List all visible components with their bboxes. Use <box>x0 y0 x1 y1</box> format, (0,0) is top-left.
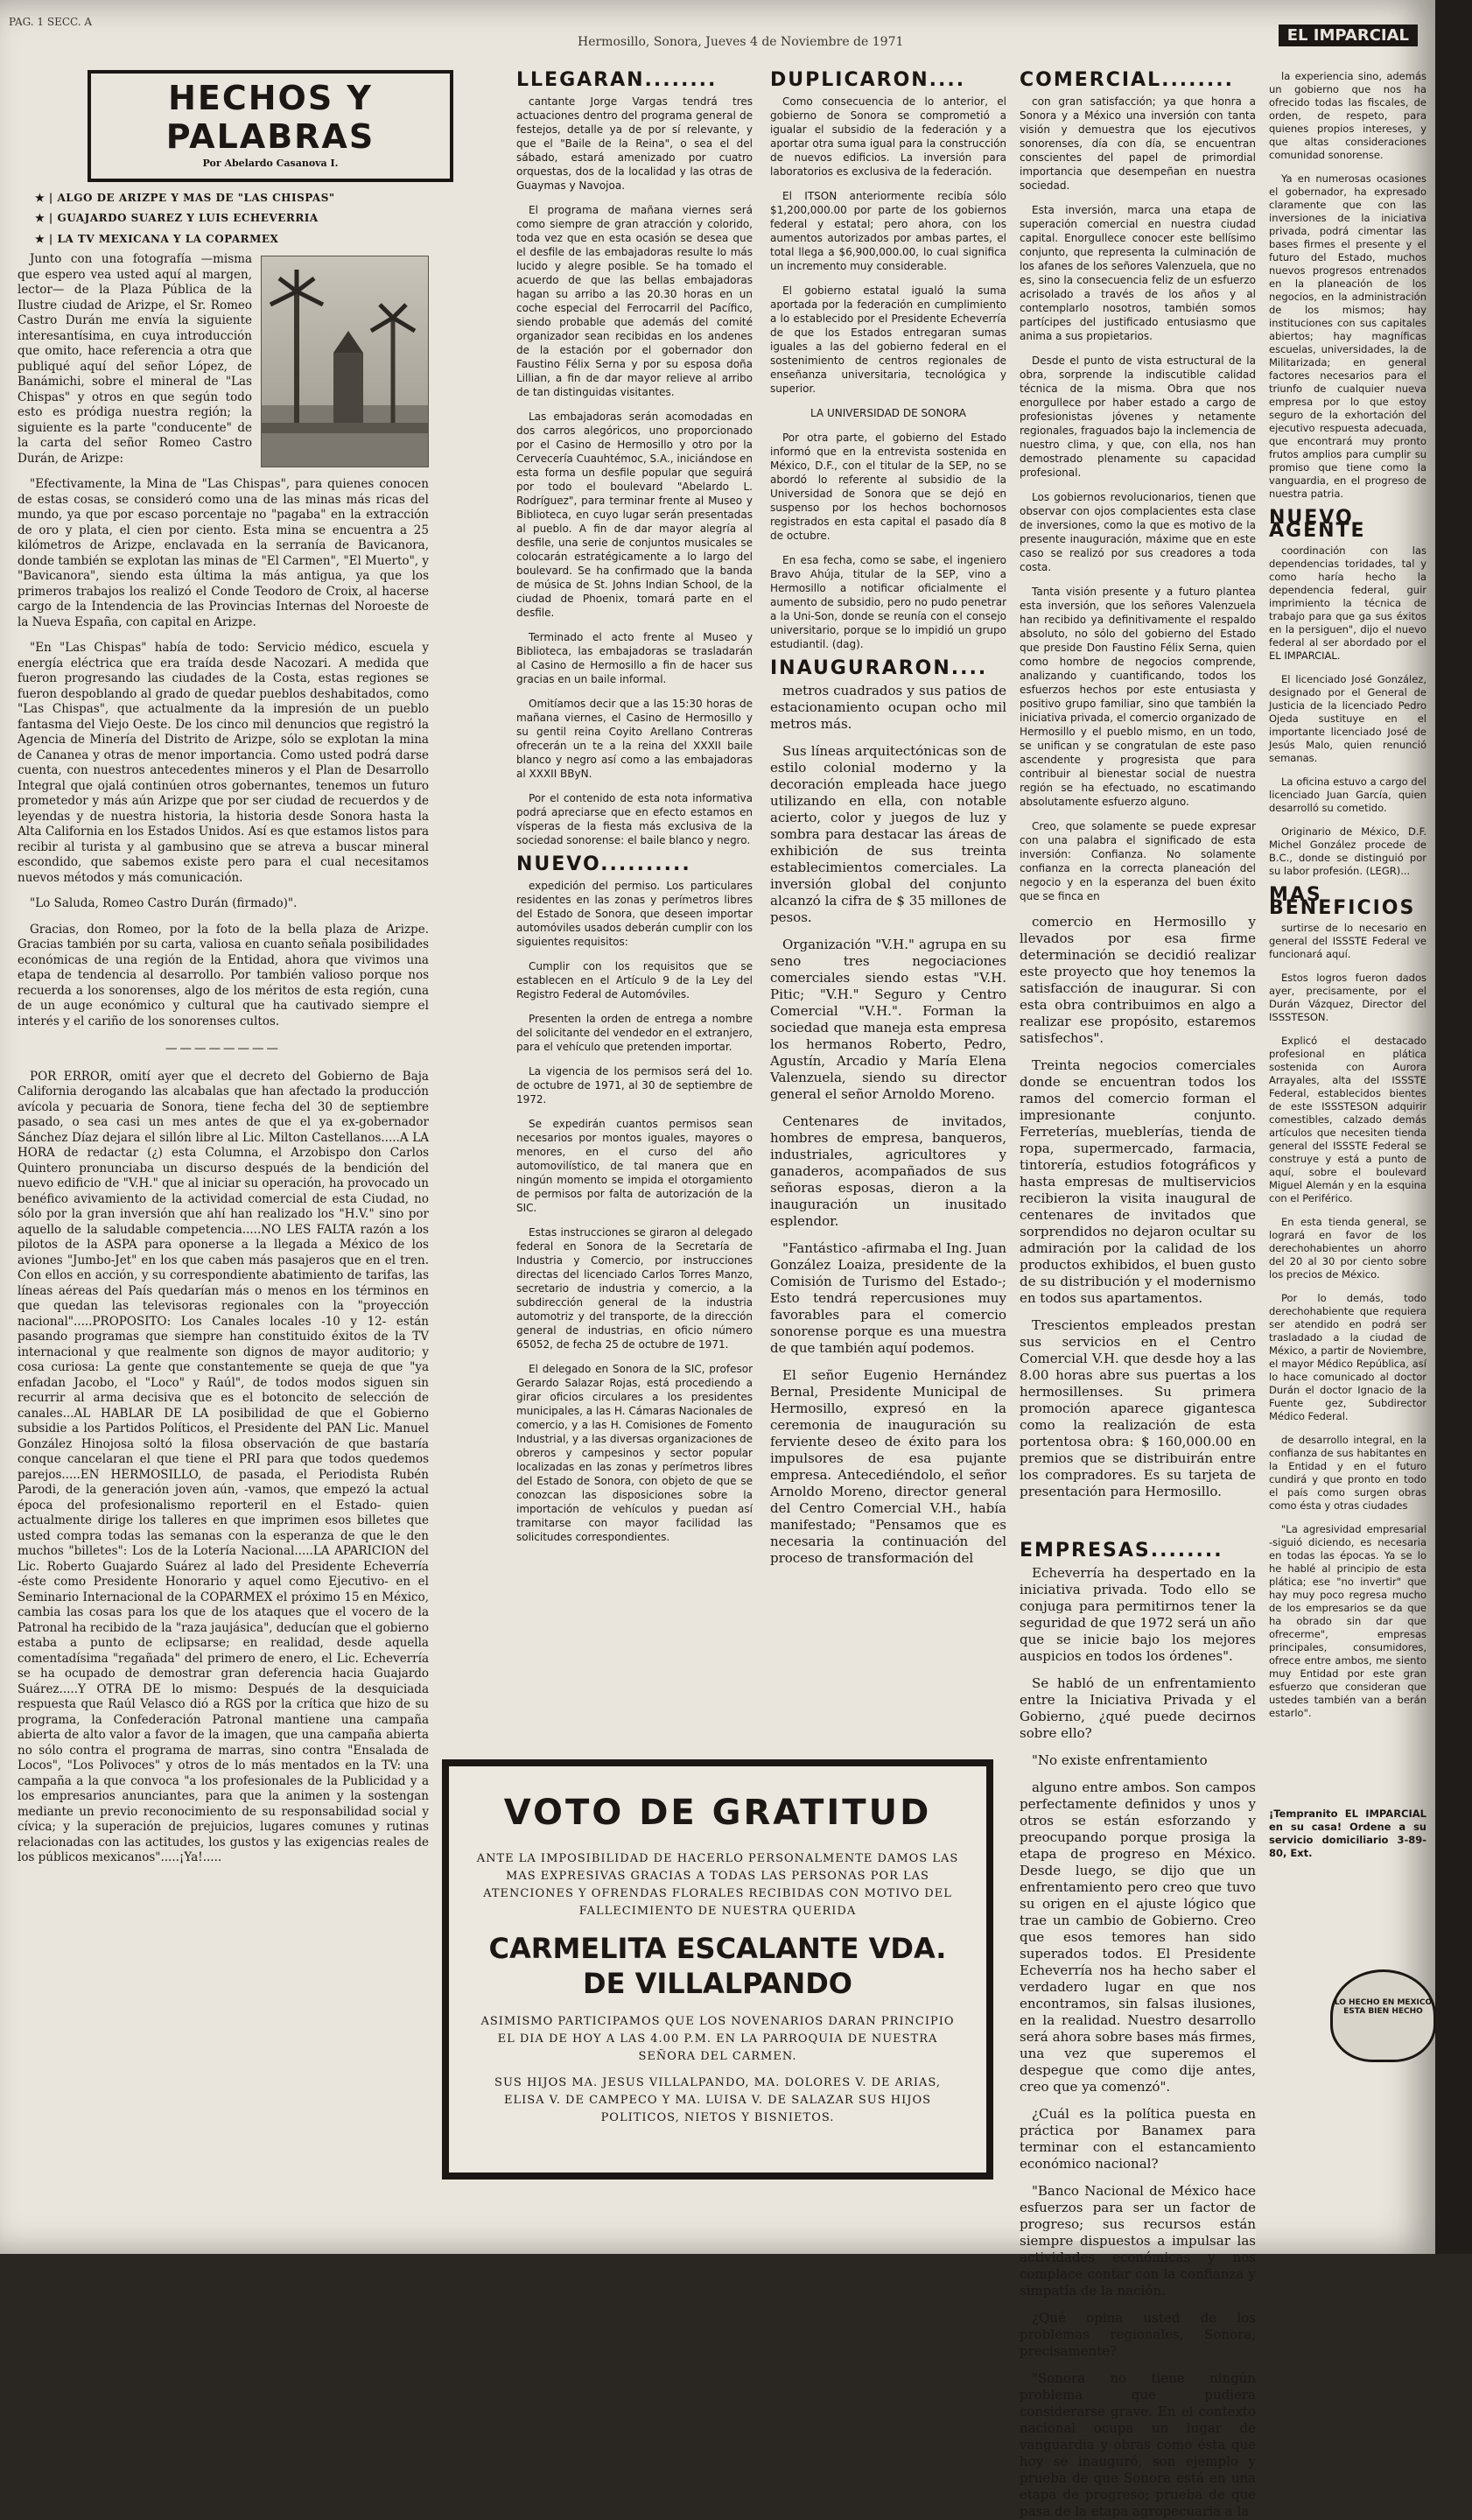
article-paragraph: Las embajadoras serán acomodadas en dos carros alegóricos, uno proporcionado por el Casino de Hermosillo y otro por la Cervecería Cuauhtémoc, S.A., iniciándose en esta forma un desfile popular que seguirá por todo el boulevard "Abelardo L. Rodríguez", para terminar frente al Museo y Biblioteca, en cuyo lugar serán presentadas al pueblo. A fin de dar mayor alegría al desfile, una serie de conjuntos musicales se colocarán estratégicamente a lo largo del boulevard. Se ha confirmado que la banda de música de St. Johns Indian School, de la ciudad de Phoenix, tomará parte en el desfile. <box>516 411 753 619</box>
article-paragraph: Se expedirán cuantos permisos sean necesarios por montos iguales, mayores o menores, en el curso del año automovilístico, de tal manera que en ningún momento se impida el otorgamiento de permisos por falta de autorización de la SIC. <box>516 1118 753 1214</box>
ad-text: ASIMISMO PARTICIPAMOS QUE LOS NOVENARIOS DARAN PRINCIPIO EL DIA DE HOY A LAS 4.00 P.M. EN LA PARROQUIA DE NUESTRA SEÑORA DEL CARMEN. <box>480 2015 955 2063</box>
column-title: HECHOS Y PALABRAS <box>165 79 375 156</box>
section-heading-inauguraron: INAUGURARON.... <box>770 657 988 679</box>
masthead-brand: EL IMPARCIAL <box>1279 25 1418 46</box>
article-paragraph: "La agresividad empresarial -siguió diciendo, es necesaria en todas las épocas. Ya se lo he hablé al principio de esta plática; ese "no invertir" que hay muy poco regresa mucho de los empresarios se da que ha obrado sin dar que ofrecerme", empresas principales, consumidores, ofrece entre ambos, me siento muy Entidad por este gran esfuerzo que consideran que ustedes también van a berán estarlo". <box>1269 1523 1426 1719</box>
hechos-paragraph: POR ERROR, omití ayer que el decreto del Gobierno de Baja California derogando las alcabalas que han afectado la producción avícola y pecuaria de Sonora, tiene fecha del 30 de septiembre pasado, o sea casi un mes antes de que el ya ex-gobernador Sánchez Díaz dejara el sillón libre al Lic. Milton Castellanos.....A LA HORA de redactar (¿) esta Columna, el Arzobispo don Carlos Quintero pronunciaba un discurso después de la bendición del nuevo edificio de "V.H." que al iniciar su operación, ha provocado un benéfico avivamiento de la actividad comercial de esta Ciudad, no sólo por la gran inversión que ahí han realizado los "H.V." sino por aquello de la saludable competencia.....NO LES FALTA razón a los pilotos de la ASPA para oponerse a la llegada a México de los aviones "Jumbo-Jet" en los que caben más pasajeros que en el tren. Con ellos en acción, y su correspondiente abatimiento de tarifas, las líneas aéreas del País quedarían más o menos en los términos en que quedan las televisoras regionales con la "proyección nacional".....PROPOSITO: Los Canales locales -10 y 12- están pasando programas que siempre han constituido éxitos de la TV internacional y que realmente son dignos de mayor auditorio; y cosa curiosa: La gente que constantemente se queja de que "ya enfadan Jacobo, el "Loco" y Raúl", de todos modos siguen sin recurrir al arma decisiva que es el botoncito de selección de canales...AL HABLAR DE LA posibilidad de que el Gobierno subsidie a los Partidos Políticos, el Presidente del PAN Lic. Manuel González Hinojosa soltó la filosa observación de que bastaría conque cancelaran el que tiene el PRI para que todos quedemos parejos.....EN HERMOSILLO, de pasada, el Periodista Rubén Parodi, de la generación joven aún, -vamos, que empezó la actual época del profesionalismo reporteril en el Estado- quien actualmente dirige los talleres en que imprimen esos billetes que usted compra todas las semanas con la esperanza de que le den muchos "billetes": Los de la Lotería Nacional.....LA APARICION del Lic. Roberto Guajardo Suárez al lado del Presidente Echeverría -éste como Presidente Honorario y aquel como Ejecutivo- en el Seminario Internacional de la COPARMEX el próximo 15 en México, cambia las cosas para los que de los ataques que el vocero de la Patronal ha recibido de la "raza jaujásica", deducían que el gobierno estaba a punto de eclipsarse; en realidad, desde aquella comentadísima "regañada" del primero de enero, el Lic. Echeverría se ha ocupado de demostrar gran deferencia hacia Guajardo Suárez.....Y OTRA DE lo mismo: Después de la desquiciada respuesta que Raúl Velasco dió a RGS por la crítica que hizo de su programa, la Confederación Patronal mantiene una campaña abierta de alto valor a favor de la imagen, que una campaña abierta no sólo contra el programa de marras, sino contra "Ensalada de Locos", "Los Polivoces" y otros de lo más mentados en la TV: una campaña a la que convoca "a los profesionales de la Publicidad y a los empresarios anunciantes, para que la animen y la sostengan mediante un previo reconocimiento de su responsabilidad social y cívica; y la superación de prejuicios, lugares comunes y rutinas relacionadas con las actitudes, los gustos y las exigencias reales de los públicos mexicanos".....¡Ya!..... <box>18 1069 429 1864</box>
article-paragraph: Sus líneas arquitectónicas son de estilo colonial moderno y la decoración empleada hace juego utilizando en ella, con notable acierto, color y juegos de luz y sombra para destacar las áreas de exhibición de sus treinta establecimientos comerciales. La inversión global del conjunto alcanzó la cifra de $ 35 millones de pesos. <box>770 743 1006 925</box>
article-paragraph: El delegado en Sonora de la SIC, profesor Gerardo Salazar Rojas, está procediendo a girar oficios circulares a los presidentes municipales, a las H. Cámaras Nacionales de comercio, y a las H. Comisiones de Fomento Industrial, y a las diversas organizaciones de obreros y campesinos y sector popular localizadas en las zonas y perímetros libres del Estado de Sonora, con objeto de que se conozcan las disposiciones sobre la importación de vehículos y puedan así tramitarse con mayor facilidad las solicitudes correspondientes. <box>516 1363 753 1543</box>
hechos-paragraph: Gracias, don Romeo, por la foto de la bella plaza de Arizpe. Gracias también por su carta, valiosa en cuanto señala posibilidades económicas de una región de la Entidad, ahora que vivimos una etapa de tendencia al desarrollo. Por también valioso porque nos recuerda a los sonorenses, algo de los méritos de esta región, cuna de un auge económico y cultural que ha cautivado siempre el interés y el cariño de los sonorenses cultos. <box>18 922 429 1028</box>
bullet-headline-1: ★ | ALGO DE ARIZPE Y MAS DE "LAS CHISPAS" <box>35 191 335 204</box>
article-paragraph: comercio en Hermosillo y llevados por esa firme determinación se decidió realizar este proyecto que hoy tenemos la satisfacción de inaugurar. Si con esta obra contribuimos en algo a realizar ese propósito, estaremos satisfechos". <box>1020 914 1256 1046</box>
page-edge-shadow <box>1435 0 1472 2254</box>
article-paragraph: Organización "V.H." agrupa en su seno tres negociaciones comerciales siendo estas "V.H. Pitic; "V.H." Seguro y Centro Comercial "V.H.". Forman la sociedad que maneja esta empresa los hermanos Roberto, Pedro, Agustín, Arcadio y María Elena Valenzuela, siendo su director general el señor Arnoldo Moreno. <box>770 937 1006 1102</box>
ad-signatories: SUS HIJOS MA. JESUS VILLALPANDO, MA. DOLORES V. DE ARIAS, ELISA V. DE CAMPECO Y MA. LUISA V. DE SALAZAR SUS HIJOS POLITICOS, NIETOS Y BISNIETOS. <box>494 2076 941 2124</box>
article-paragraph: Cumplir con los requisitos que se establecen en el Artículo 9 de la Ley del Registro Federal de Automóviles. <box>516 960 753 1000</box>
article-paragraph: Trescientos empleados prestan sus servicios en el Centro Comercial V.H. que desde hoy a las 8.00 horas abre sus puertas a los hermosillenses. Su primera promoción aparece gigantesca como la realización de esta portentosa obra: $ 160,000.00 en premios que se distribuirán entre los compradores. Es su tarjeta de presentación para Hermosillo. <box>1020 1317 1256 1499</box>
article-paragraph: El gobierno estatal igualó la suma aportada por la federación en cumplimiento a lo establecido por el Presidente Echeverría de que los Estados entregaran sumas iguales a las del gobierno federal en el sostenimiento de centros regionales de enseñanza universitaria, tecnológica y superior. <box>770 284 1006 395</box>
article-paragraph: Echeverría ha despertado en la iniciativa privada. Todo ello se conjuga para permitirnos tener la seguridad de que 1972 será un año que se inicie bajo los mejores auspicios en todos los órdenes". <box>1020 1565 1256 1664</box>
article-paragraph: la experiencia sino, además un gobierno que nos ha ofrecido todas las fiscales, de orden, de respeto, para quienes propios intereses, y que altas consideraciones comunidad sonorense. <box>1269 70 1426 161</box>
hecho-en-mexico-logo: LO HECHO EN MEXICO ESTA BIEN HECHO <box>1330 1969 1436 2062</box>
article-paragraph: Por lo demás, todo derechohabiente que requiera ser atendido en podrá ser trasladado a la ciudad de México, a partir de Noviembre, el mayor Médico República, así lo hace comunicado al doctor Durán el doctor Ignacio de la Fuente gez, Subdirector Médico Federal. <box>1269 1292 1426 1422</box>
article-paragraph: Estos logros fueron dados ayer, precisamente, por el Durán Vázquez, Director del ISSSTESON. <box>1269 972 1426 1023</box>
gratitude-notice-ad <box>442 1759 993 2180</box>
article-paragraph: cantante Jorge Vargas tendrá tres actuaciones dentro del programa general de festejos, detalle ya de por sí relevante, y que el "Baile de la Reina", o sea el del sábado, estará amenizado por cuatro orquestas, dos de la localidad y las otras de Guaymas y Navojoa. <box>516 95 753 192</box>
article-paragraph: Esta inversión, marca una etapa de superación comercial en nuestra ciudad capital. Enorgullece conocer este bellísimo conjunto, que representa la culminación de los afanes de los señores Valenzuela, que no es, sino la consecuencia feliz de un esfuerzo acrisolado a través de los años y al contemplarlo nosotros, también somos partícipes del justificado entusiasmo que anima a sus propietarios. <box>1020 204 1256 342</box>
article-paragraph: "Sonora no tiene ningún problema que pudiera considerarse grave. En el contexto nacional ocupa un lugar de vanguardia y obras como ésta que hoy se inauguró, son ejemplo y prueba de que Sonora está en una etapa de progreso; prueba de que pasa de la etapa agropecuaria a la <box>1020 2370 1256 2519</box>
section-heading-duplicaron: DUPLICARON.... <box>770 69 966 91</box>
hechos-paragraph: Junto con una fotografía —misma que espero vea usted aquí al margen, lector— de la Plaza Pública de la Ilustre ciudad de Arizpe, el Sr. Romeo Castro Durán me envía la siguiente interesantísima, en cuya introducción que omito, hace referencia a otra que publiqué aquí del señor López, de Banámichi, sobre el mineral de "Las Chispas" y otros en que según todo esto es pródiga nuestra región; la siguiente es la parte "conducente" de la carta del señor Romeo Castro Durán, de Arizpe: <box>18 252 252 466</box>
ad-title: VOTO DE GRATITUD <box>503 1793 932 1833</box>
article-paragraph: El licenciado José González, designado por el General de Justicia de la licenciado Pedro Ojeda sustituye en el importante licenciado José de Jesús Malo, quien renunció semanas. <box>1269 673 1426 764</box>
article-paragraph: Explicó el destacado profesional en plática sostenida con Aurora Arrayales, alta del ISSSTE Federal, establecidos bientes de este ISSSTESON adquirir comestibles, calzado demás artículos que necesiten tienda general del ISSSTE Federal se construye y está a punto de aquí, sobre el boulevard Miguel Alemán y en la esquina con el Periférico. <box>1269 1035 1426 1204</box>
article-paragraph: El señor Eugenio Hernández Bernal, Presidente Municipal de Hermosillo, expresó en la ceremonia de inauguración su ferviente deseo de éxito para los impulsores de esa pujante empresa. Antecediéndolo, el señor Arnoldo Moreno, director general del Centro Comercial V.H., había manifestado; "Pensamos que es necesaria la continuación del proceso de transformación del <box>770 1367 1006 1566</box>
article-paragraph: En esta tienda general, se logrará en favor de los derechohabientes un ahorro del 20 al 30 por ciento sobre los precios de México. <box>1269 1216 1426 1281</box>
subscription-promo: ¡Tempranito EL IMPARCIAL en su casa! Ordene a su servicio domiciliario 3-89-80, Ext. <box>1269 1808 1426 1859</box>
article-paragraph: Desde el punto de vista estructural de la obra, sorprende la indiscutible calidad técnica de la misma. Obra que nos enorgullece por haber estado a cargo de profesionistas jóvenes y netamente regionales, fraguados bajo la inclemencia de nuestro clima, y que, con ella, nos han demostrado plenamente su capacidad profesional. <box>1020 354 1256 479</box>
article-paragraph: alguno entre ambos. Son campos perfectamente definidos y unos y otros se están esforzando y preocupando porque prosiga la etapa de progreso en México. Desde luego, se dijo que un enfrentamiento pero creo que tuvo su origen en el ajuste lógico que trae un cambio de Gobierno. Creo que esos temores han sido superados todos. El Presidente Echeverría nos ha hecho saber el verdadero lugar en que nos encontramos, sin falsas ilusiones, en la realidad. Nuestro desarrollo será ahora sobre bases más firmes, una vez que superemos el despegue que como dije antes, creo que ya comenzó". <box>1020 1779 1256 2095</box>
article-paragraph: Omitíamos decir que a las 15:30 horas de mañana viernes, el Casino de Hermosillo y su gentil reina Coyito Arellano Contreras ofrecerán un te a la reina del XXXII baile blanco y negro así como a las embajadoras al XXXII BByN. <box>516 698 753 780</box>
article-paragraph: ¿Qué opina usted de los problemas regionales, Sonora, precisamente? <box>1020 2310 1256 2359</box>
column-right-fold <box>1269 70 1426 2241</box>
article-paragraph: Por el contenido de esta nota informativa podrá apreciarse que en efecto estamos en vísperas de la fiesta más exclusiva de la sociedad sonorense: el baile blanco y negro. <box>516 792 753 846</box>
article-paragraph: "No existe enfrentamiento <box>1032 1752 1208 1768</box>
article-paragraph: "Fantástico -afirmaba el Ing. Juan González Loaiza, presidente de la Comisión de Turismo del Estado-; Esto tendrá repercusiones muy favorables para el comercio sonorense porque es una muestra de que también aquí podemos. <box>770 1240 1006 1356</box>
ad-deceased-name: CARMELITA ESCALANTE VDA. DE VILLALPANDO <box>488 1932 947 2000</box>
article-paragraph: ¿Cuál es la política puesta en práctica por Banamex para terminar con el estancamiento económico nacional? <box>1020 2106 1256 2172</box>
page-header <box>9 16 1426 51</box>
dateline: Hermosillo, Sonora, Jueves 4 de Noviembre de 1971 <box>578 35 904 49</box>
article-paragraph: Se habló de un enfrentamiento entre la Iniciativa Privada y el Gobierno, ¿qué puede decirnos sobre ello? <box>1020 1675 1256 1741</box>
article-paragraph: de desarrollo integral, en la confianza de sus habitantes en la Entidad y en el futuro cundirá y que pronto en todo el país como surgen obras como ésta y otras ciudades <box>1269 1434 1426 1512</box>
plaza-photo <box>261 256 429 467</box>
ad-text: ANTE LA IMPOSIBILIDAD DE HACERLO PERSONALMENTE DAMOS LAS MAS EXPRESIVAS GRACIAS A TODAS LAS PERSONAS POR LAS ATENCIONES Y OFRENDAS FLORALES RECIBIDAS CON MOTIVO DEL FALLECIMIENTO DE NUESTRA QUERIDA <box>476 1852 959 1918</box>
subheading: LA UNIVERSIDAD DE SONORA <box>810 407 967 419</box>
article-paragraph: Tanta visión presente y a futuro plantea esta inversión, que los señores Valenzuela han recibido ya definitivamente el respaldo absoluto, no sólo del gobierno del Estado que preside Don Faustino Félix Serna, quien como hombre de negocios comprende, analizando y cuantificando, todos los esfuerzos hechos por este entusiasta y positivo grupo familiar, sino que también la iniciativa privada, el comercio organizado de Hermosillo y el pueblo mismo, en un todo, se unifican y se congratulan de este paso ascendente y progresista que para contribuir al bienestar social de nuestra región se ha efectuado, no escatimando absolutamente esfuerzo alguno. <box>1020 586 1256 808</box>
article-paragraph: surtirse de lo necesario en general del ISSSTE Federal ve funcionará aquí. <box>1269 922 1426 960</box>
article-paragraph: coordinación con las dependencias toridades, tal y como haría hecho la dependencia federal, guir imprimiento la técnica de trabajo para que ga sus éxitos en la persiguen", dijo el nuevo federal al ser abordado por el EL IMPARCIAL. <box>1269 544 1426 662</box>
article-paragraph: Originario de México, D.F. Michel González procede de B.C., donde se distinguió por su labor profesión. (LEGR)... <box>1269 825 1426 877</box>
bullet-headline-3: ★ | LA TV MEXICANA Y LA COPARMEX <box>35 232 279 245</box>
article-paragraph: metros cuadrados y sus patios de estacionamiento ocupan ocho mil metros más. <box>770 683 1006 732</box>
article-paragraph: Centenares de invitados, hombres de empresa, banqueros, industriales, agricultores y ganaderos, acompañados de sus señoras esposas, dieron a la inauguración un inusitado esplendor. <box>770 1113 1006 1229</box>
article-paragraph: Estas instrucciones se giraron al delegado federal en Sonora de la Secretaría de Industria y Comercio, por instrucciones directas del licenciado Carlos Torres Manzo, secretario de industria y comercio, a la subdirección general de la industria automotriz y del transporte, de la dirección general de industrias, en oficio número 65052, de fecha 25 de octubre de 1971. <box>516 1226 753 1351</box>
article-paragraph: El programa de mañana viernes será como siempre de gran atracción y colorido, toda vez que en esta ocasión se desea que el desfile de las embajadoras resulte lo más lucido y alegre posible. Se ha tomado el acuerdo de que las bellas embajadoras hagan su arribo a las 20.30 horas en un coche especial del Ferrocarril del Pacífico, siendo probable que además del comité organizador sean recibidas en los andenes de la estación por el gobernador don Faustino Félix Serna y por su esposa doña Lillian, a fin de dar mayor relieve al arribo de tan distinguidas visitantes. <box>516 204 753 398</box>
section-heading-nuevo: NUEVO.......... <box>516 853 691 875</box>
hechos-paragraph: "En "Las Chispas" había de todo: Servicio médico, escuela y energía eléctrica que era traída desde Nacozari. A medida que fueron progresando las ciudades de la Costa, estas regiones se fueron despoblando al grado de quedar pueblos deshabitados, como "Las Chispas", que actualmente da la impresión de un pueblo fantasma del Viejo Oeste. De los cinco mil denuncios que registró la Agencia de Minería del Distrito de Arizpe, sólo se explotan la mina de Cananea y otras de menor importancia. Como usted podrá darse cuenta, con nuestros antecedentes mineros y el Plan de Desarrollo Integral que ojalá continúen otros gobernantes, tenemos un futuro prometedor y más aún Arizpe que por ser ciudad de recuerdos y de leyendas y de nuestra historia, la historia desde Sonora hasta la Alta California en los Estados Unidos. Así es que estamos listos para recibir al turista y al gambusino que se atreva a buscar mineral escondido, que sabemos existe pero para el cual necesitamos nuevos métodos y más comunicación. <box>18 641 429 885</box>
column-hechos-y-palabras <box>18 70 429 2223</box>
article-paragraph: Creo, que solamente se puede expresar con una palabra el significado de esta inversión: Confianza. No solamente confianza en la correcta planeación del negocio y en la esperanza del buen éxito que se finca en <box>1020 820 1256 902</box>
article-paragraph: Ya en numerosas ocasiones el gobernador, ha expresado claramente que con las inversiones de la iniciativa privada, podrá cimentar las bases firmes el presente y el futuro del Estado, muchos nuevos progresos entrenados en la planeación de los negocios, en la administración de los mismos; hay instituciones con sus capitales abiertos; hay magníficas escuelas, universidades, la de Militarizada; en general factores necesarios para el triunfo de cualquier nueva empresa por lo que estoy seguro de la exhortación del ejecutivo respuesta adecuada, que encontrará muy pronto frutos amplios para cumplir su promiso que tiene como la vanguardia, en el progreso de nuestra patria. <box>1269 172 1426 500</box>
article-paragraph: Como consecuencia de lo anterior, el gobierno de Sonora se comprometió a igualar el subsidio de la federación y a aportar otra suma igual para la construcción de nuevos edificios. La inversión para laboratorios es exclusiva de la federación. <box>770 95 1006 178</box>
article-paragraph: Terminado el acto frente al Museo y Biblioteca, las embajadoras se trasladarán al Casino de Hermosillo a fin de hacer sus gracias en un baile informal. <box>516 631 753 685</box>
separator: ———————— <box>165 1042 281 1056</box>
hechos-paragraph: "Lo Saluda, Romeo Castro Durán (firmado)". <box>30 896 298 910</box>
article-paragraph: Por otra parte, el gobierno del Estado informó que en la entrevista sostenida en México, D.F., con el titular de la SEP, no se abordó lo referente al subsidio de la Universidad de Sonora que se dejó en suspenso por los hechos bochornosos registrados en esta capital el pasado día 8 de octubre. <box>770 432 1006 542</box>
article-paragraph: con gran satisfacción; ya que honra a Sonora y a México una inversión con tanta visión y demuestra que los ejecutivos sonorenses, día con día, se encuentran conscientes del papel de primordial importancia que desempeñan en nuestra sociedad. <box>1020 95 1256 192</box>
article-paragraph: El ITSON anteriormente recibía sólo $1,200,000.00 por parte de los gobiernos federal y estatal; pero ahora, con los aumentos autorizados por ambas partes, el total llega a $6,900,000.00, lo cual significa un incremento muy considerable. <box>770 190 1006 272</box>
article-paragraph: Treinta negocios comerciales donde se encuentran todos los ramos del comercio forman el impresionante conjunto. Ferreterías, mueblerías, tienda de ropa, supermercado, farmacia, tintorería, estudios fotográficos y hasta empresas de multiservicios recibieron la visita inaugural de centenares de invitados que sorprendidos no dejaron ocultar su admiración por la calidad de los productos exhibidos, el buen gusto de su distribución y el modernismo en todos sus apartamentos. <box>1020 1057 1256 1306</box>
section-heading-nuevo-agente: NUEVO AGENTE <box>1269 507 1366 542</box>
article-paragraph: La oficina estuvo a cargo del licenciado Juan García, quien desarrolló su cometido. <box>1269 776 1426 814</box>
article-paragraph: Los gobiernos revolucionarios, tienen que observar con ojos complacientes esta clase de inversiones, como la que es motivo de la presente inauguración, máxime que en este caso se realizó por sus creadores a toda costa. <box>1020 491 1256 573</box>
article-paragraph: La vigencia de los permisos será del 1o. de octubre de 1971, al 30 de septiembre de 1972. <box>516 1065 753 1106</box>
article-paragraph: Presenten la orden de entrega a nombre del solicitante del vendedor en el extranjero, para el vehículo que pretenden importar. <box>516 1013 753 1053</box>
section-heading-empresas: EMPRESAS........ <box>1020 1540 1223 1562</box>
page-number: PAG. 1 SECC. A <box>9 16 93 28</box>
bullet-headline-2: ★ | GUAJARDO SUAREZ Y LUIS ECHEVERRIA <box>35 212 319 224</box>
hechos-paragraph: "Efectivamente, la Mina de "Las Chispas", para quienes conocen de estas cosas, se consideró como una de las minas más ricas del mundo, ya que por escaso porcentaje no "pagaba" en la extracción de oro y plata, el cien por ciento. Esta mina se encuentra a 25 kilómetros de Arizpe, enclavada en la serranía de Bavicanora, donde también se explotan las minas de "El Carmen", "El Muerto", y "Bavicanora", siendo esta última la más antigua, ya que los primeros trabajos los realizó el Conde Teodoro de Croix, al hacerse cargo de la Intendencia de las Provincias Internas del Noroeste de la Nueva España, con capital en Arizpe. <box>18 477 429 629</box>
byline: Por Abelardo Casanova I. <box>202 158 339 169</box>
section-heading-llegaran: LLEGARAN........ <box>516 69 718 91</box>
article-paragraph: "Banco Nacional de México hace esfuerzos para ser un factor de progreso; sus recursos están siempre dispuestos a impulsar las actividades económicas y nos complace contar con la confianza y simpatía de la nación. <box>1020 2183 1256 2299</box>
article-paragraph: expedición del permiso. Los particulares residentes en las zonas y perímetros libres del Estado de Sonora, que deseen importar automóviles usados deberán cumplir con los siguientes requisitos: <box>516 880 753 948</box>
article-paragraph: En esa fecha, como se sabe, el ingeniero Bravo Ahúja, titular de la SEP, vino a Hermosillo a notificar oficialmente el aumento de subsidio, pero no pudo penetrar a la Uni-Son, donde se reunía con el consejo universitario, porque se lo impidió un grupo estudiantil. (dag). <box>770 554 1006 650</box>
section-heading-mas-beneficios: MAS BENEFICIOS <box>1269 884 1416 919</box>
section-heading-comercial: COMERCIAL........ <box>1020 69 1234 91</box>
empresas-article <box>1020 1540 1256 2519</box>
column-title-box <box>88 70 453 182</box>
